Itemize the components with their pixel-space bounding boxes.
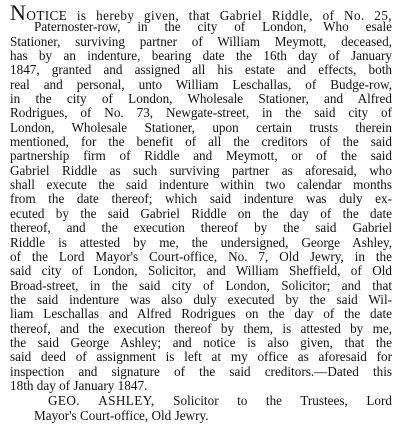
notice-line: Rodrigues, of No. 73, Newgate-street, in the said city of xyxy=(10,105,392,121)
notice-line: mentioned, for the benefit of all the creditors of the said xyxy=(10,134,392,150)
notice-line: from the date thereof; which said indenture was duly ex- xyxy=(10,191,392,207)
notice-line: Broad-street, in the said city of London, Solicitor; and that xyxy=(10,277,392,293)
notice-line: thereof, and the execution thereof by them, is attested by me, xyxy=(10,320,392,336)
notice-line: ecuted by the said Gabriel Riddle on the day of the date xyxy=(10,205,392,221)
notice-line: in the city of London, Wholesale Stationer, and Alfred xyxy=(10,91,392,107)
notice-line: has by an indenture, bearing date the 16th day of January xyxy=(10,48,392,64)
notice-line: Gabriel Riddle as such surviving partner as aforesaid, who xyxy=(10,162,392,178)
notice-line: Paternoster-row, in the city of London, Who esale xyxy=(34,19,392,35)
notice-line: shall execute the said indenture within two calendar months xyxy=(10,177,392,193)
notice-first-line xyxy=(10,0,392,25)
notice-line: partnership firm of Riddle and Meymott, or of the said xyxy=(10,148,392,164)
notice-line: Riddle is attested by me, the undersigned, George Ashley, xyxy=(10,234,392,250)
notice-line: 18th day of January 1847. xyxy=(10,377,148,393)
notice-line: 1847, granted and assigned all his estate and effects, both xyxy=(10,62,392,78)
notice-line: the said indenture was also duly executed by the said Wil- xyxy=(10,291,392,307)
notice-line: inspection and signature of the said creditors.—Dated this xyxy=(10,363,392,379)
notice-line: Stationer, surviving partner of William Meymott, deceased, xyxy=(10,33,392,49)
signature-title: Solicitor to the Trustees, Lord xyxy=(154,393,392,409)
notice-line: real and personal, unto William Leschallas, of Budge-row, xyxy=(10,76,392,92)
notice-line: said city of London, Solicitor, and William Sheffield, of Old xyxy=(10,263,392,279)
notice-line: thereof, and the execution thereof by the said Gabriel xyxy=(10,220,392,236)
legal-notice xyxy=(10,0,392,423)
notice-line: liam Leschallas and Alfred Rodrigues on the day of the date xyxy=(10,306,392,322)
notice-line: of the Lord Mayor's Court-office, No. 7, Old Jewry, in the xyxy=(10,248,392,264)
signature-name: GEO. ASHLEY, xyxy=(48,393,155,409)
notice-line: London, Wholesale Stationer, upon certain trusts therein xyxy=(10,119,392,135)
notice-line: said deed of assignment is left at my office as aforesaid for xyxy=(10,349,392,365)
notice-line: OTICE is hereby given, that Gabriel Riddle, of No. 25, xyxy=(26,8,392,23)
signature-address: Mayor's Court-office, Old Jewry. xyxy=(34,407,209,423)
drop-cap: N xyxy=(10,0,27,25)
signature-line xyxy=(10,394,392,408)
notice-line: the said George Ashley; and notice is also given, that the xyxy=(10,334,392,350)
